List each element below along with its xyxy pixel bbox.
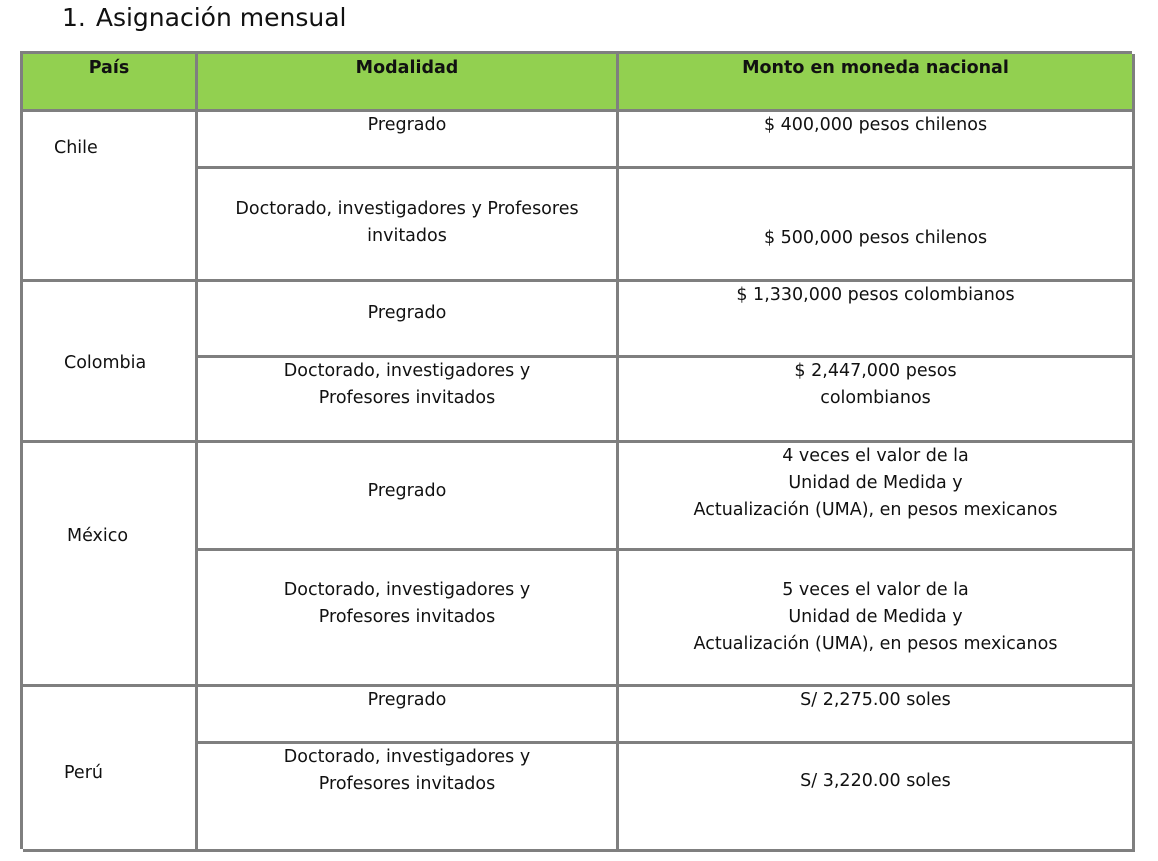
- amount-label: colombianos: [820, 388, 931, 408]
- amount-cell: [619, 112, 1135, 169]
- amount-cell: [619, 744, 1135, 852]
- mode-label: Pregrado: [367, 303, 447, 323]
- section-number: 1.: [62, 3, 86, 32]
- mode-label: invitados: [367, 226, 447, 246]
- mode-cell: [198, 112, 619, 169]
- country-cell-colombia: [23, 282, 198, 443]
- mode-cell: [198, 169, 619, 282]
- country-label: Perú: [64, 763, 103, 783]
- mode-cell: [198, 443, 619, 551]
- amount-cell: [619, 551, 1135, 687]
- amount-cell: [619, 358, 1135, 443]
- mode-label: Doctorado, investigadores y Profesores: [235, 199, 579, 219]
- section-title: Asignación mensual: [95, 3, 347, 32]
- mode-label: Doctorado, investigadores y: [283, 747, 531, 767]
- mode-cell: [198, 744, 619, 852]
- country-cell-peru: [23, 687, 198, 852]
- country-label: Colombia: [64, 353, 147, 373]
- mode-label: Profesores invitados: [318, 388, 496, 408]
- mode-label: Pregrado: [367, 481, 447, 501]
- amount-label: Unidad de Medida y: [788, 473, 963, 493]
- mode-cell: [198, 687, 619, 744]
- amount-label: Unidad de Medida y: [788, 607, 963, 627]
- amount-label: S/ 3,220.00 soles: [800, 771, 951, 791]
- amount-label: $ 500,000 pesos chilenos: [763, 228, 988, 248]
- country-label: Chile: [54, 138, 98, 158]
- mode-label: Profesores invitados: [318, 774, 496, 794]
- amount-cell: [619, 169, 1135, 282]
- mode-label: Pregrado: [367, 115, 447, 135]
- amount-label: Actualización (UMA), en pesos mexicanos: [693, 500, 1058, 520]
- mode-label: Profesores invitados: [318, 607, 496, 627]
- country-cell-chile: [23, 112, 198, 282]
- mode-cell: [198, 358, 619, 443]
- header-amount: Monto en moneda nacional: [619, 54, 1135, 112]
- country-label: México: [67, 526, 129, 546]
- amount-cell: [619, 687, 1135, 744]
- amount-label: S/ 2,275.00 soles: [800, 690, 951, 710]
- mode-cell: [198, 551, 619, 687]
- amount-cell: [619, 282, 1135, 358]
- amount-label: 5 veces el valor de la: [782, 580, 969, 600]
- mode-label: Doctorado, investigadores y: [283, 580, 531, 600]
- amount-cell: [619, 443, 1135, 551]
- header-mode: Modalidad: [198, 54, 619, 112]
- amount-label: $ 1,330,000 pesos colombianos: [736, 285, 1015, 305]
- amount-label: Actualización (UMA), en pesos mexicanos: [693, 634, 1058, 654]
- mode-label: Doctorado, investigadores y: [283, 361, 531, 381]
- amount-label: $ 2,447,000 pesos: [794, 361, 957, 381]
- section-heading: [62, 3, 346, 32]
- mode-cell: [198, 282, 619, 358]
- amount-label: 4 veces el valor de la: [782, 446, 969, 466]
- mode-label: Pregrado: [367, 690, 447, 710]
- header-country: País: [23, 54, 198, 112]
- country-cell-mexico: [23, 443, 198, 687]
- allowance-table: [20, 51, 1132, 849]
- amount-label: $ 400,000 pesos chilenos: [763, 115, 988, 135]
